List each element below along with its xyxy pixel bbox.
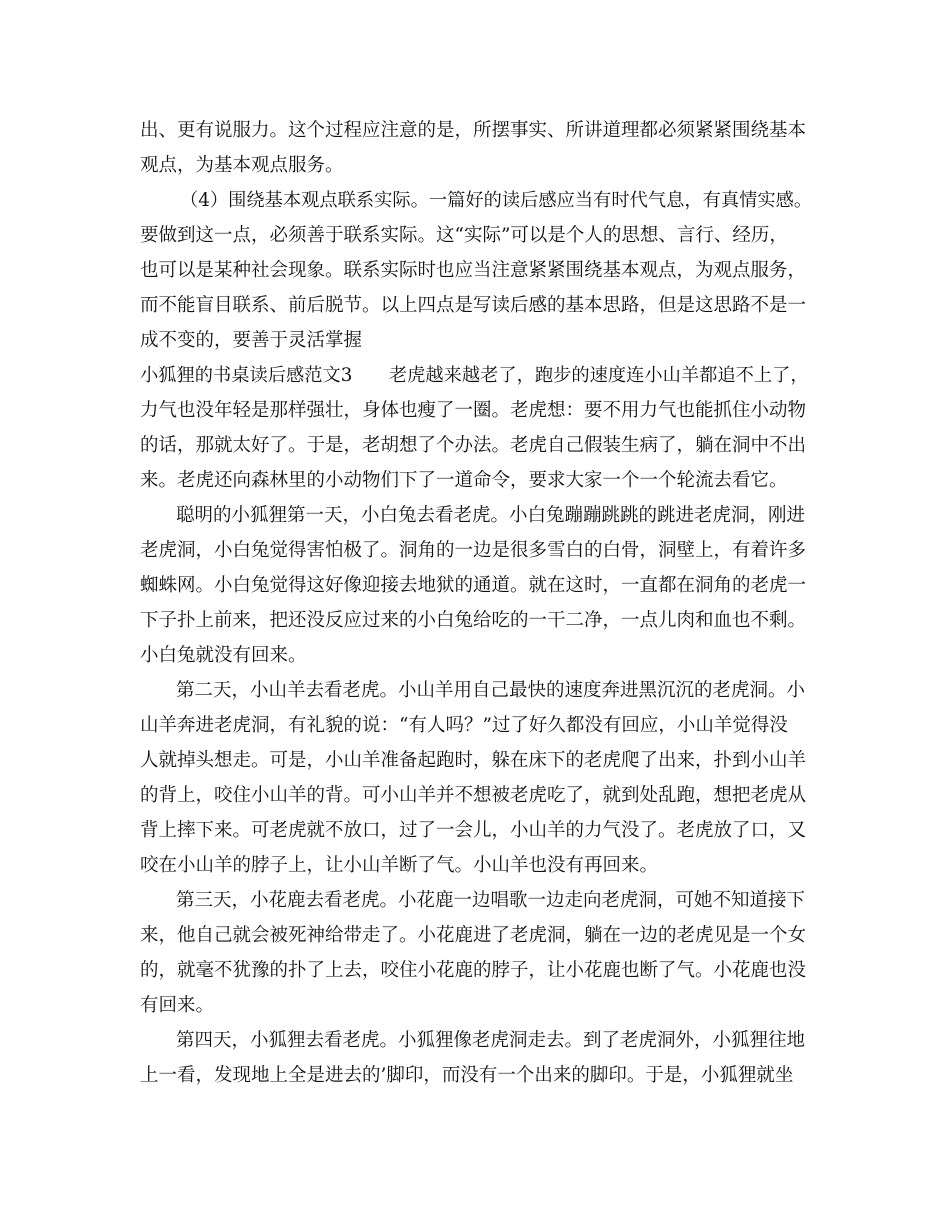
text-line: 小白兔就没有回来。 (140, 645, 307, 666)
text-line: 蜘蛛网。小白兔觉得这好像迎接去地狱的通道。就在这时，一直都在洞角的老虎一 (140, 575, 807, 596)
text-line: 有回来。 (140, 995, 215, 1016)
text-line: 第四天，小狐狸去看老虎。小狐狸像老虎洞走去。到了老虎洞外，小狐狸往地 (176, 1030, 806, 1051)
text-line: 的背上，咬住小山羊的背。可小山羊并不想被老虎吃了，就到处乱跑，想把老虎从 (140, 785, 807, 806)
text-line: 观点，为基本观点服务。 (140, 155, 344, 176)
section-heading-line: 小狐狸的书桌读后感范文3 老虎越来越老了，跑步的速度连小山羊都追不上了， (140, 365, 809, 386)
text-line: 来。老虎还向森林里的小动物们下了一道命令，要求大家一个一个轮流去看它。 (140, 470, 788, 491)
text-line: 下子扑上前来，把还没反应过来的小白兔给吃的一干二净，一点儿肉和血也不剩。 (140, 610, 807, 631)
text-line: 人就掉头想走。可是，小山羊准备起跑时，躲在床下的老虎爬了出来，扑到小山羊 (140, 750, 807, 771)
text-line: 而不能盲目联系、前后脱节。以上四点是写读后感的基本思路，但是这思路不是一 (140, 295, 807, 316)
text-line: 出、更有说服力。这个过程应注意的是，所摆事实、所讲道理都必须紧紧围绕基本 (140, 120, 807, 141)
text-line: 聪明的小狐狸第一天，小白兔去看老虎。小白兔蹦蹦跳跳的跳进老虎洞，刚进 (176, 505, 806, 526)
text-line: 力气也没年轻是那样强壮，身体也瘦了一圈。老虎想：要不用力气也能抓住小动物 (140, 400, 807, 421)
text-line: 背上摔下来。可老虎就不放口，过了一会儿，小山羊的力气没了。老虎放了口，又 (140, 820, 807, 841)
text-line: 山羊奔进老虎洞，有礼貌的说：“有人吗？”过了好久都没有回应，小山羊觉得没 (140, 715, 788, 736)
text-line: 老虎洞，小白兔觉得害怕极了。洞角的一边是很多雪白的白骨，洞壁上，有着许多 (140, 540, 807, 561)
text-line: 也可以是某种社会现象。联系实际时也应当注意紧紧围绕基本观点，为观点服务， (140, 260, 807, 281)
text-line: 第三天，小花鹿去看老虎。小花鹿一边唱歌一边走向老虎洞，可她不知道接下 (176, 890, 806, 911)
text-line: 第二天，小山羊去看老虎。小山羊用自己最快的速度奔进黑沉沉的老虎洞。小 (176, 680, 806, 701)
text-line: 上一看，发现地上全是进去的’脚印，而没有一个出来的脚印。于是，小狐狸就坐 (140, 1065, 794, 1086)
text-line: 来，他自己就会被死神给带走了。小花鹿进了老虎洞，躺在一边的老虎见是一个女 (140, 925, 807, 946)
text-line: 成不变的，要善于灵活掌握 (140, 330, 363, 351)
text-line: 咬在小山羊的脖子上，让小山羊断了气。小山羊也没有再回来。 (140, 855, 659, 876)
text-line: （4）围绕基本观点联系实际。一篇好的读后感应当有时代气息，有真情实感。 (180, 190, 813, 211)
text-line: 要做到这一点，必须善于联系实际。这“实际”可以是个人的思想、言行、经历， (140, 225, 788, 246)
text-line: 的，就毫不犹豫的扑了上去，咬住小花鹿的脖子，让小花鹿也断了气。小花鹿也没 (140, 960, 807, 981)
text-line: 的话，那就太好了。于是，老胡想了个办法。老虎自己假装生病了，躺在洞中不出 (140, 435, 807, 456)
